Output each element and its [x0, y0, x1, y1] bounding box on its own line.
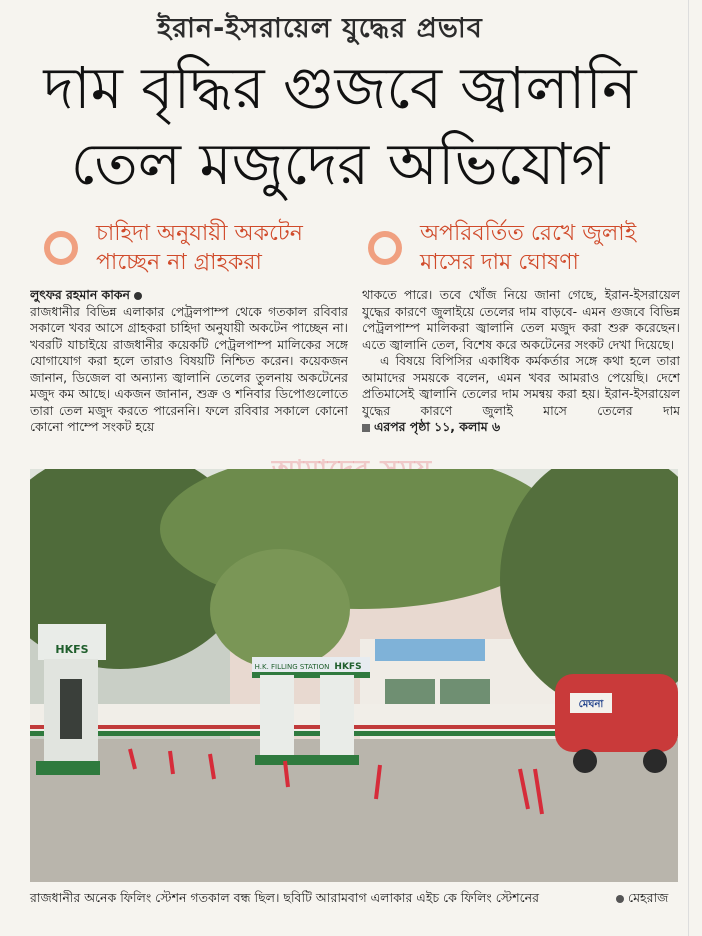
column-2-paragraph-2: এ বিষয়ে বিপিসির একাধিক কর্মকর্তার সঙ্গে কথা হলে তারা আমাদের সময়কে বলেন, এমন খবর আমরাও পেয়েছি। দেশে প্রতিমাসেই জ্বালানি তেলের দাম সমন্বয় করা হয়। ইরান-ইসরায়েল যুদ্ধের কারণে জুলাই মাসে তেলের দাম — [362, 353, 680, 418]
square-bullet-icon — [362, 424, 370, 432]
headline — [40, 50, 640, 202]
news-photo — [30, 469, 678, 882]
article-column-2 — [362, 287, 680, 449]
subhead-left — [44, 218, 303, 278]
station-banner: H.K. FILLING STATION — [254, 663, 330, 671]
column-1-text: রাজধানীর বিভিন্ন এলাকার পেট্রলপাম্প থেকে গতকাল রবিবার সকালে খবর আসে গ্রাহকরা চাহিদা অনুযায়ী অকটেন পাচ্ছেন না। খবরটি যাচাইয়ে রাজধানীর কয়েকটি পেট্রলপাম্প মালিকের সঙ্গে যোগাযোগ করা হলে তারাও বিষয়টি নিশ্চিত করেন। কয়েকজন জানান, ডিজেল বা অন্যান্য জ্বালানি তেলের তুলনায় অকটেনের মজুদ কম আছে। একজন জানান, শুক্র ও শনিবার ডিপোগুলোতে তারা তেল মজুদ করতে পারেননি। ফলে রবিবার সকালে কোনো কোনো পাম্পে সংকট হয়ে — [30, 303, 348, 434]
photo-caption: রাজধানীর অনেক ফিলিং স্টেশন গতকাল বন্ধ ছিল। ছবিটি আরামবাগ এলাকার এইচ কে ফিলিং স্টেশনের — [30, 890, 539, 905]
adjacent-column-edge — [688, 0, 702, 936]
subhead-left-line-1: চাহিদা অনুযায়ী অকটেন — [96, 221, 303, 246]
ring-bullet-icon — [368, 231, 402, 265]
continued-note: এরপর পৃষ্ঠা ১১, কলাম ৬ — [374, 419, 501, 434]
headline-line-1: দাম বৃদ্ধির গুজবে জ্বালানি — [43, 54, 637, 122]
photo-credit-name: মেহরাজ — [628, 890, 669, 905]
subhead-left-line-2: পাচ্ছেন না গ্রাহকরা — [96, 250, 262, 275]
bullet-icon — [134, 292, 142, 300]
pump-sign-mid: HKFS — [334, 662, 362, 672]
photo-credit — [616, 890, 668, 910]
pump-sign-left: HKFS — [55, 643, 89, 656]
column-2-paragraph-1: থাকতে পারে। তবে খোঁজ নিয়ে জানা গেছে, ইরান-ইসরায়েল যুদ্ধের কারণে জুলাইয়ে তেলের দাম বাড়বে- এমন গুজবে বিভিন্ন পেট্রলপাম্প মালিকরা জ্বালানি তেল মজুদ করা শুরু করেছেন। এতে জ্বালানি তেল, বিশেষ করে অকটেনের সংকট দেখা দিয়েছে। — [362, 287, 680, 352]
ring-bullet-icon — [44, 231, 78, 265]
kicker: ইরান-ইসরায়েল যুদ্ধের প্রভাব — [157, 13, 483, 44]
subhead-right-line-2: মাসের দাম ঘোষণা — [420, 250, 579, 275]
article-column-1 — [30, 287, 348, 449]
subhead-right-line-1: অপরিবর্তিত রেখে জুলাই — [420, 221, 637, 246]
byline: লুৎফর রহমান কাকন — [30, 287, 130, 302]
bullet-icon — [616, 895, 624, 903]
subhead-right — [368, 218, 636, 278]
headline-line-2: তেল মজুদের অভিযোগ — [70, 130, 610, 198]
tanker-label: মেঘনা — [578, 699, 604, 710]
